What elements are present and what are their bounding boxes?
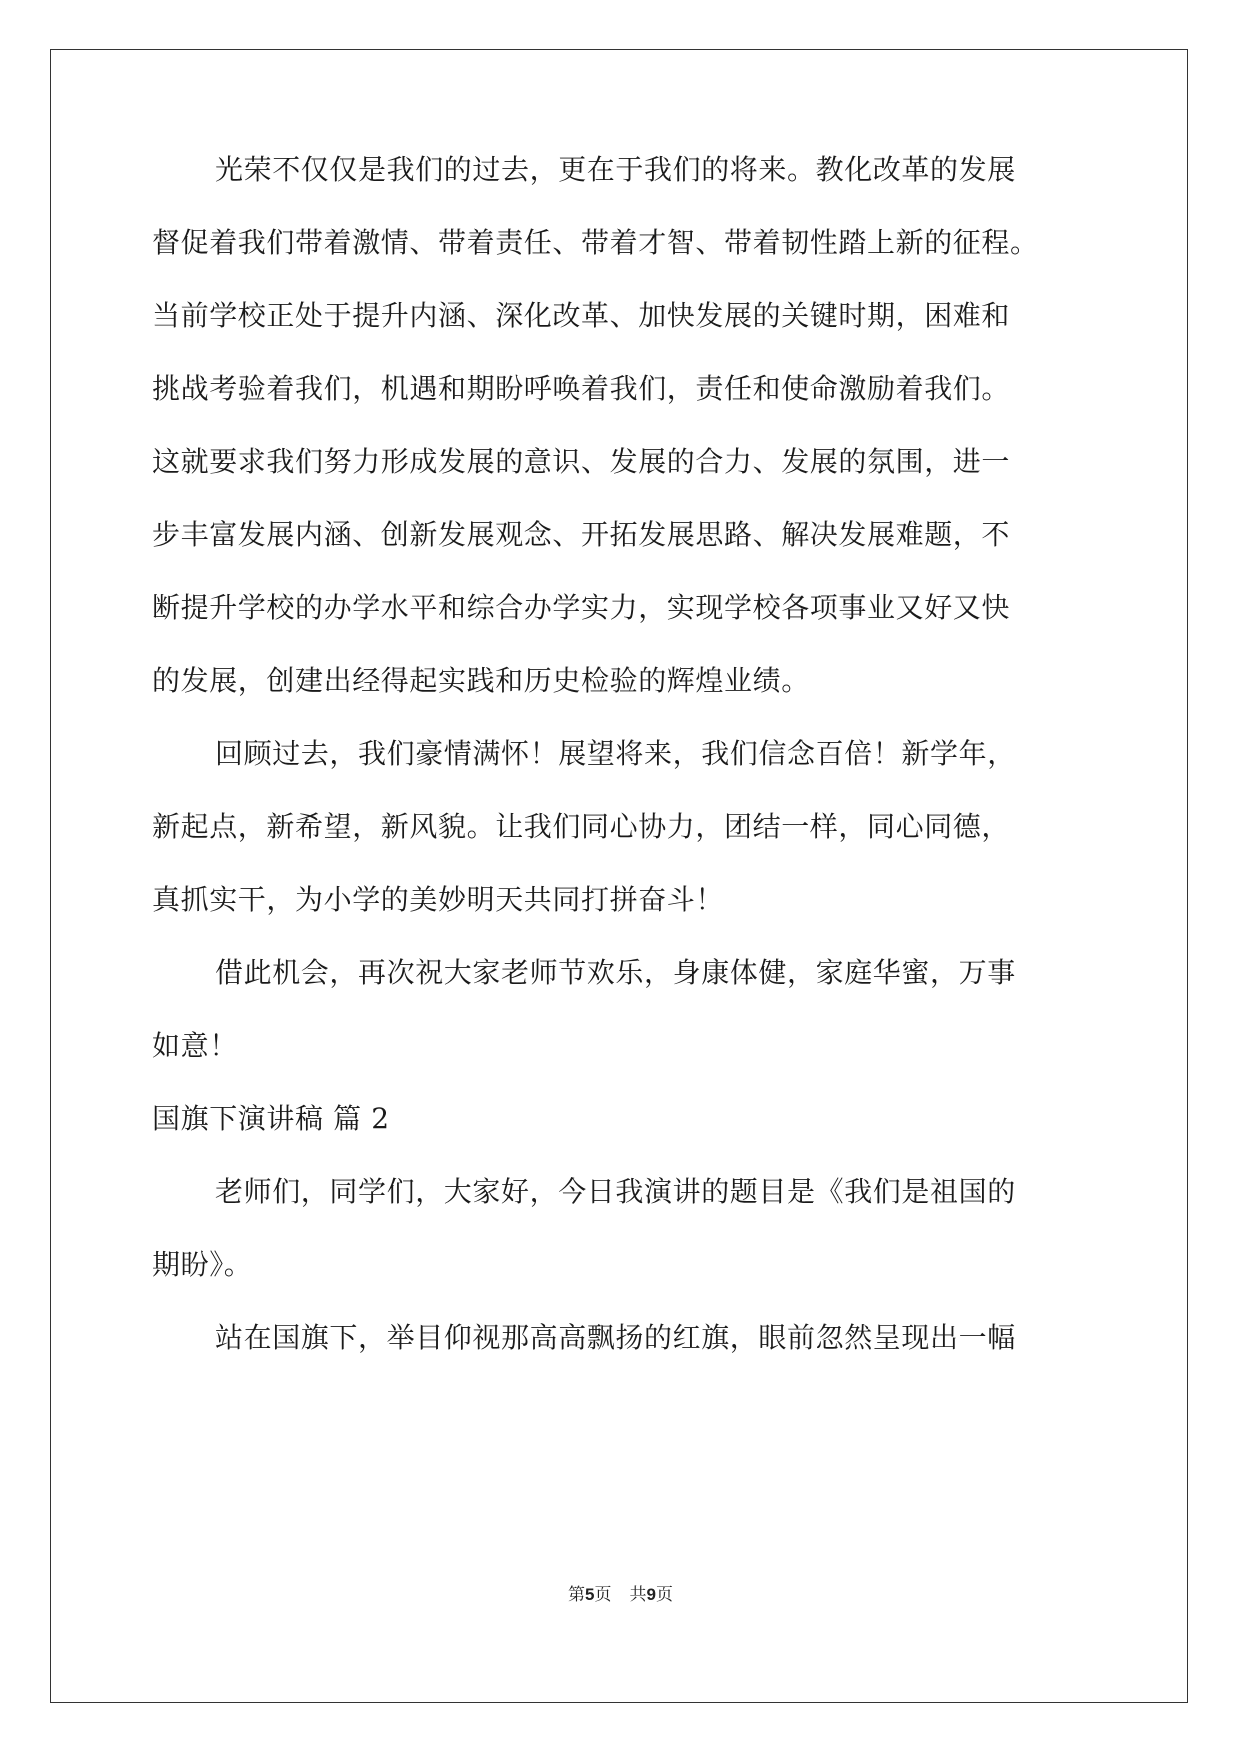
total-suffix: 页 bbox=[655, 1585, 673, 1605]
total-number: 9 bbox=[646, 1585, 656, 1604]
paragraph-6-line-1: 站在国旗下，举目仰视那高高飘扬的红旗，眼前忽然呈现出一幅 bbox=[215, 1321, 1016, 1354]
paragraph-2-line-1: 回顾过去，我们豪情满怀！展望将来，我们信念百倍！新学年， bbox=[215, 737, 1016, 770]
paragraph-1-line-3: 当前学校正处于提升内涵、深化改革、加快发展的关键时期，困难和 bbox=[152, 299, 1011, 332]
paragraph-1-line-8: 的发展，创建出经得起实践和历史检验的辉煌业绩。 bbox=[152, 664, 810, 697]
paragraph-5-line-1: 老师们，同学们，大家好，今日我演讲的题目是《我们是祖国的 bbox=[215, 1175, 1016, 1208]
paragraph-1-line-2: 督促着我们带着激情、带着责任、带着才智、带着韧性踏上新的征程。 bbox=[152, 226, 1039, 259]
page-suffix: 页 bbox=[594, 1585, 612, 1605]
paragraph-2-line-3: 真抓实干，为小学的美妙明天共同打拼奋斗！ bbox=[152, 883, 725, 916]
paragraph-1-line-4: 挑战考验着我们，机遇和期盼呼唤着我们，责任和使命激励着我们。 bbox=[152, 372, 1011, 405]
paragraph-1-line-7: 断提升学校的办学水平和综合办学实力，实现学校各项事业又好又快 bbox=[152, 591, 1011, 624]
paragraph-2-line-2: 新起点，新希望，新风貌。让我们同心协力，团结一样，同心同德， bbox=[152, 810, 1011, 843]
paragraph-1-line-5: 这就要求我们努力形成发展的意识、发展的合力、发展的氛围，进一 bbox=[152, 445, 1011, 478]
total-prefix: 共 bbox=[629, 1585, 647, 1605]
section-heading: 国旗下演讲稿 篇 2 bbox=[152, 1102, 390, 1135]
paragraph-3-line-1: 借此机会，再次祝大家老师节欢乐，身康体健，家庭华蜜，万事 bbox=[215, 956, 1016, 989]
page-number: 5 bbox=[585, 1585, 595, 1604]
paragraph-5-line-2: 期盼》。 bbox=[152, 1248, 253, 1281]
page-footer bbox=[0, 1584, 1241, 1606]
page-prefix: 第 bbox=[568, 1585, 586, 1605]
paragraph-3-line-2: 如意！ bbox=[152, 1029, 238, 1062]
paragraph-1-line-1: 光荣不仅仅是我们的过去，更在于我们的将来。教化改革的发展 bbox=[215, 153, 1016, 186]
paragraph-1-line-6: 步丰富发展内涵、创新发展观念、开拓发展思路、解决发展难题，不 bbox=[152, 518, 1011, 551]
